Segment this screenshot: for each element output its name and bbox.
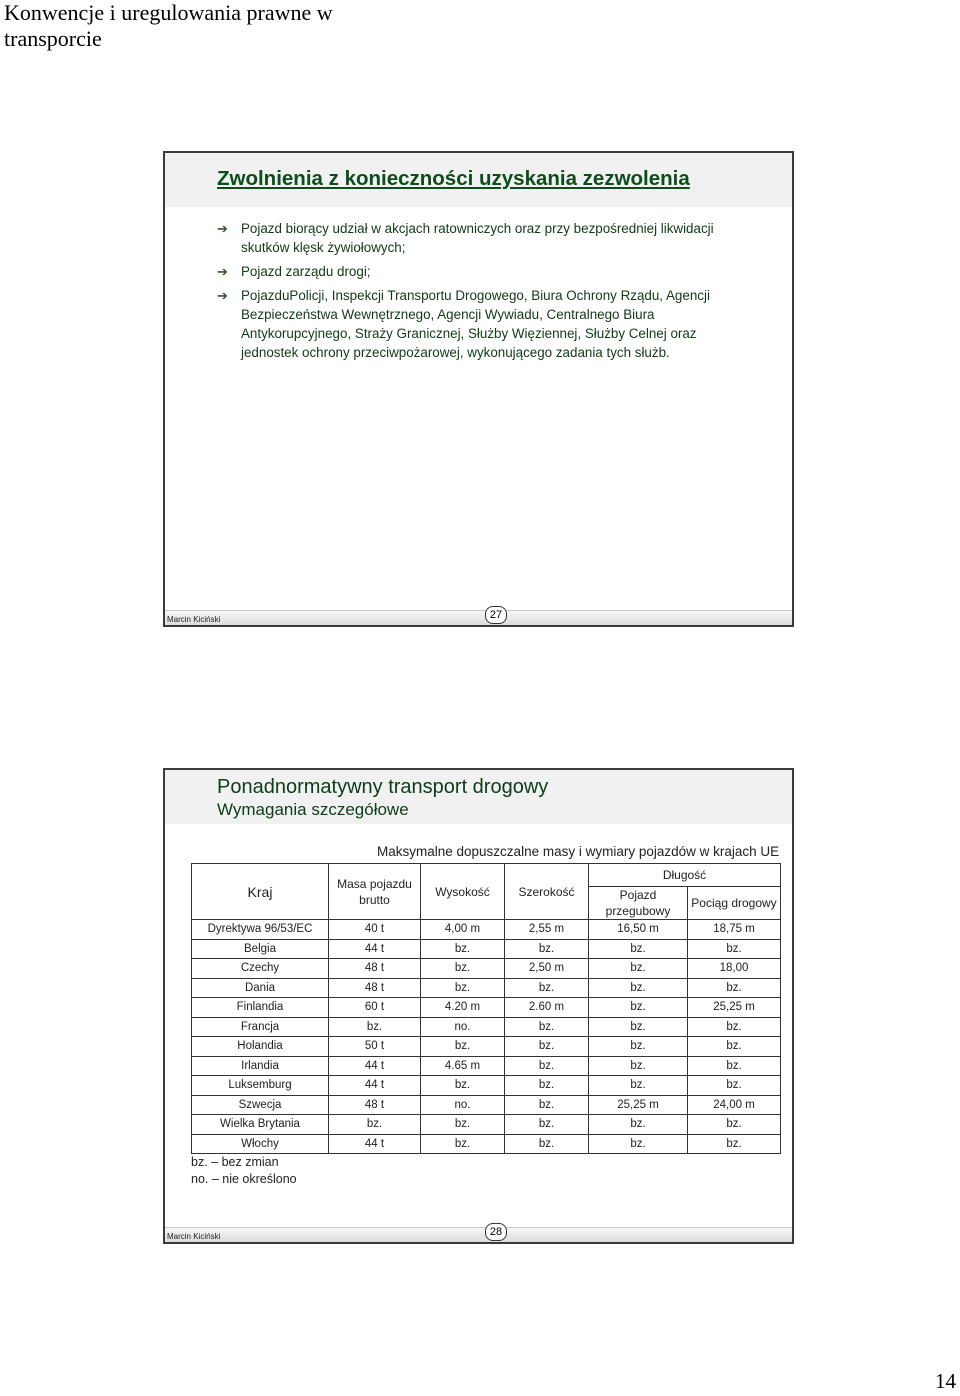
value-cell: bz.	[329, 1017, 421, 1037]
slide-subtitle: Wymagania szczegółowe	[217, 800, 409, 819]
value-cell: bz.	[589, 1134, 688, 1154]
country-cell: Luksemburg	[192, 1076, 329, 1096]
value-cell: 48 t	[329, 978, 421, 998]
bullet-item	[217, 286, 737, 362]
value-cell: 48 t	[329, 959, 421, 979]
value-cell: 48 t	[329, 1095, 421, 1115]
value-cell: bz.	[688, 1076, 781, 1096]
country-cell: Dyrektywa 96/53/EC	[192, 920, 329, 940]
author-label: Marcin Kiciński	[167, 615, 221, 624]
value-cell: bz.	[589, 959, 688, 979]
value-cell: bz.	[505, 1037, 589, 1057]
value-cell: bz.	[589, 1037, 688, 1057]
value-cell: 16,50 m	[589, 920, 688, 940]
value-cell: 4,00 m	[421, 920, 505, 940]
value-cell: bz.	[688, 939, 781, 959]
table-row	[192, 959, 781, 979]
value-cell: bz.	[589, 1076, 688, 1096]
value-cell: 44 t	[329, 1076, 421, 1096]
country-cell: Finlandia	[192, 998, 329, 1018]
slide-28	[163, 768, 794, 1244]
value-cell: bz.	[688, 1017, 781, 1037]
value-cell: bz.	[421, 959, 505, 979]
value-cell: bz.	[589, 939, 688, 959]
slide-title: Ponadnormatywny transport drogowy	[217, 776, 549, 798]
value-cell: bz.	[589, 998, 688, 1018]
value-cell: bz.	[505, 1017, 589, 1037]
country-cell: Wielka Brytania	[192, 1115, 329, 1135]
legend-item: no. – nie określono	[191, 1172, 297, 1186]
value-cell: bz.	[688, 1056, 781, 1076]
header-wysokosc: Wysokość	[421, 864, 505, 920]
value-cell: 25,25 m	[688, 998, 781, 1018]
value-cell: bz.	[505, 1134, 589, 1154]
document-title: Konwencje i uregulowania prawne w transporcie	[4, 0, 333, 51]
bullet-item	[217, 219, 737, 257]
value-cell: 2,50 m	[505, 959, 589, 979]
value-cell: 44 t	[329, 1134, 421, 1154]
value-cell: 18,00	[688, 959, 781, 979]
value-cell: 44 t	[329, 1056, 421, 1076]
value-cell: 24,00 m	[688, 1095, 781, 1115]
value-cell: bz.	[688, 1134, 781, 1154]
bullet-text: Pojazd zarządu drogi;	[241, 264, 371, 279]
value-cell: bz.	[688, 978, 781, 998]
value-cell: no.	[421, 1095, 505, 1115]
slide-footer	[165, 610, 792, 625]
value-cell: bz.	[505, 1095, 589, 1115]
value-cell: bz.	[589, 1115, 688, 1135]
value-cell: 18,75 m	[688, 920, 781, 940]
table-row	[192, 1115, 781, 1135]
slide-number-badge: 28	[485, 1223, 507, 1241]
country-cell: Irlandia	[192, 1056, 329, 1076]
value-cell: 40 t	[329, 920, 421, 940]
country-cell: Szwecja	[192, 1095, 329, 1115]
value-cell: 50 t	[329, 1037, 421, 1057]
table-legend	[191, 1154, 297, 1188]
value-cell: bz.	[421, 1076, 505, 1096]
header-szerokosc: Szerokość	[505, 864, 589, 920]
value-cell: bz.	[688, 1037, 781, 1057]
bullet-text: PojazduPolicji, Inspekcji Transportu Drogowego, Biura Ochrony Rządu, Agencji Bezpieczeństwa Wewnętrznego, Agencji Wywiadu, Centralnego Biura Antykorupcyjnego, Straży Granicznej, Służby Więziennej, Służby Celnej oraz jednostek ochrony przeciwpożarowej, wykonującego zadania tych służb.	[241, 288, 710, 360]
table-row	[192, 1017, 781, 1037]
table-row	[192, 1095, 781, 1115]
table-body	[192, 920, 781, 1154]
country-cell: Włochy	[192, 1134, 329, 1154]
table-row	[192, 998, 781, 1018]
value-cell: bz.	[421, 939, 505, 959]
value-cell: 2.60 m	[505, 998, 589, 1018]
value-cell: bz.	[589, 1017, 688, 1037]
bullet-item	[217, 262, 737, 281]
country-cell: Francja	[192, 1017, 329, 1037]
table-row	[192, 1134, 781, 1154]
arrow-right-icon: ➔	[217, 221, 228, 236]
value-cell: bz.	[505, 1056, 589, 1076]
value-cell: bz.	[688, 1115, 781, 1135]
table-caption: Maksymalne dopuszczalne masy i wymiary pojazdów w krajach UE	[377, 844, 780, 859]
value-cell: bz.	[505, 1076, 589, 1096]
arrow-right-icon: ➔	[217, 264, 228, 279]
table-row	[192, 978, 781, 998]
slide-27	[163, 151, 794, 627]
table-row	[192, 1056, 781, 1076]
value-cell: 44 t	[329, 939, 421, 959]
value-cell: bz.	[505, 939, 589, 959]
slide-footer	[165, 1227, 792, 1242]
country-cell: Holandia	[192, 1037, 329, 1057]
table-row	[192, 1076, 781, 1096]
value-cell: bz.	[589, 978, 688, 998]
value-cell: 4.65 m	[421, 1056, 505, 1076]
slide-number-badge: 27	[485, 606, 507, 624]
value-cell: no.	[421, 1017, 505, 1037]
value-cell: bz.	[421, 1115, 505, 1135]
bullet-list	[217, 219, 737, 367]
header-kraj: Kraj	[192, 864, 329, 920]
value-cell: bz.	[505, 978, 589, 998]
header-pociag-drogowy: Pociąg drogowy	[688, 887, 781, 920]
page-number: 14	[935, 1369, 956, 1393]
value-cell: bz.	[421, 978, 505, 998]
value-cell: bz.	[505, 1115, 589, 1135]
value-cell: bz.	[589, 1056, 688, 1076]
value-cell: bz.	[421, 1037, 505, 1057]
value-cell: 60 t	[329, 998, 421, 1018]
table-row	[192, 1037, 781, 1057]
country-cell: Czechy	[192, 959, 329, 979]
legend-item: bz. – bez zmian	[191, 1155, 279, 1169]
header-dlugosc: Długość	[589, 864, 781, 887]
table-row	[192, 939, 781, 959]
eu-dimensions-table	[191, 863, 781, 1154]
header-masa: Masa pojazdu brutto	[329, 864, 421, 920]
author-label: Marcin Kiciński	[167, 1232, 221, 1241]
table-row	[192, 920, 781, 940]
bullet-text: Pojazd biorący udział w akcjach ratowniczych oraz przy bezpośredniej likwidacji skutków klęsk żywiołowych;	[241, 221, 714, 255]
country-cell: Dania	[192, 978, 329, 998]
header-pojazd-przegubowy: Pojazd przegubowy	[589, 887, 688, 920]
country-cell: Belgia	[192, 939, 329, 959]
value-cell: 25,25 m	[589, 1095, 688, 1115]
value-cell: bz.	[421, 1134, 505, 1154]
value-cell: bz.	[329, 1115, 421, 1135]
value-cell: 4.20 m	[421, 998, 505, 1018]
arrow-right-icon: ➔	[217, 288, 228, 303]
value-cell: 2,55 m	[505, 920, 589, 940]
slide-title: Zwolnienia z konieczności uzyskania zezwolenia	[217, 167, 690, 190]
